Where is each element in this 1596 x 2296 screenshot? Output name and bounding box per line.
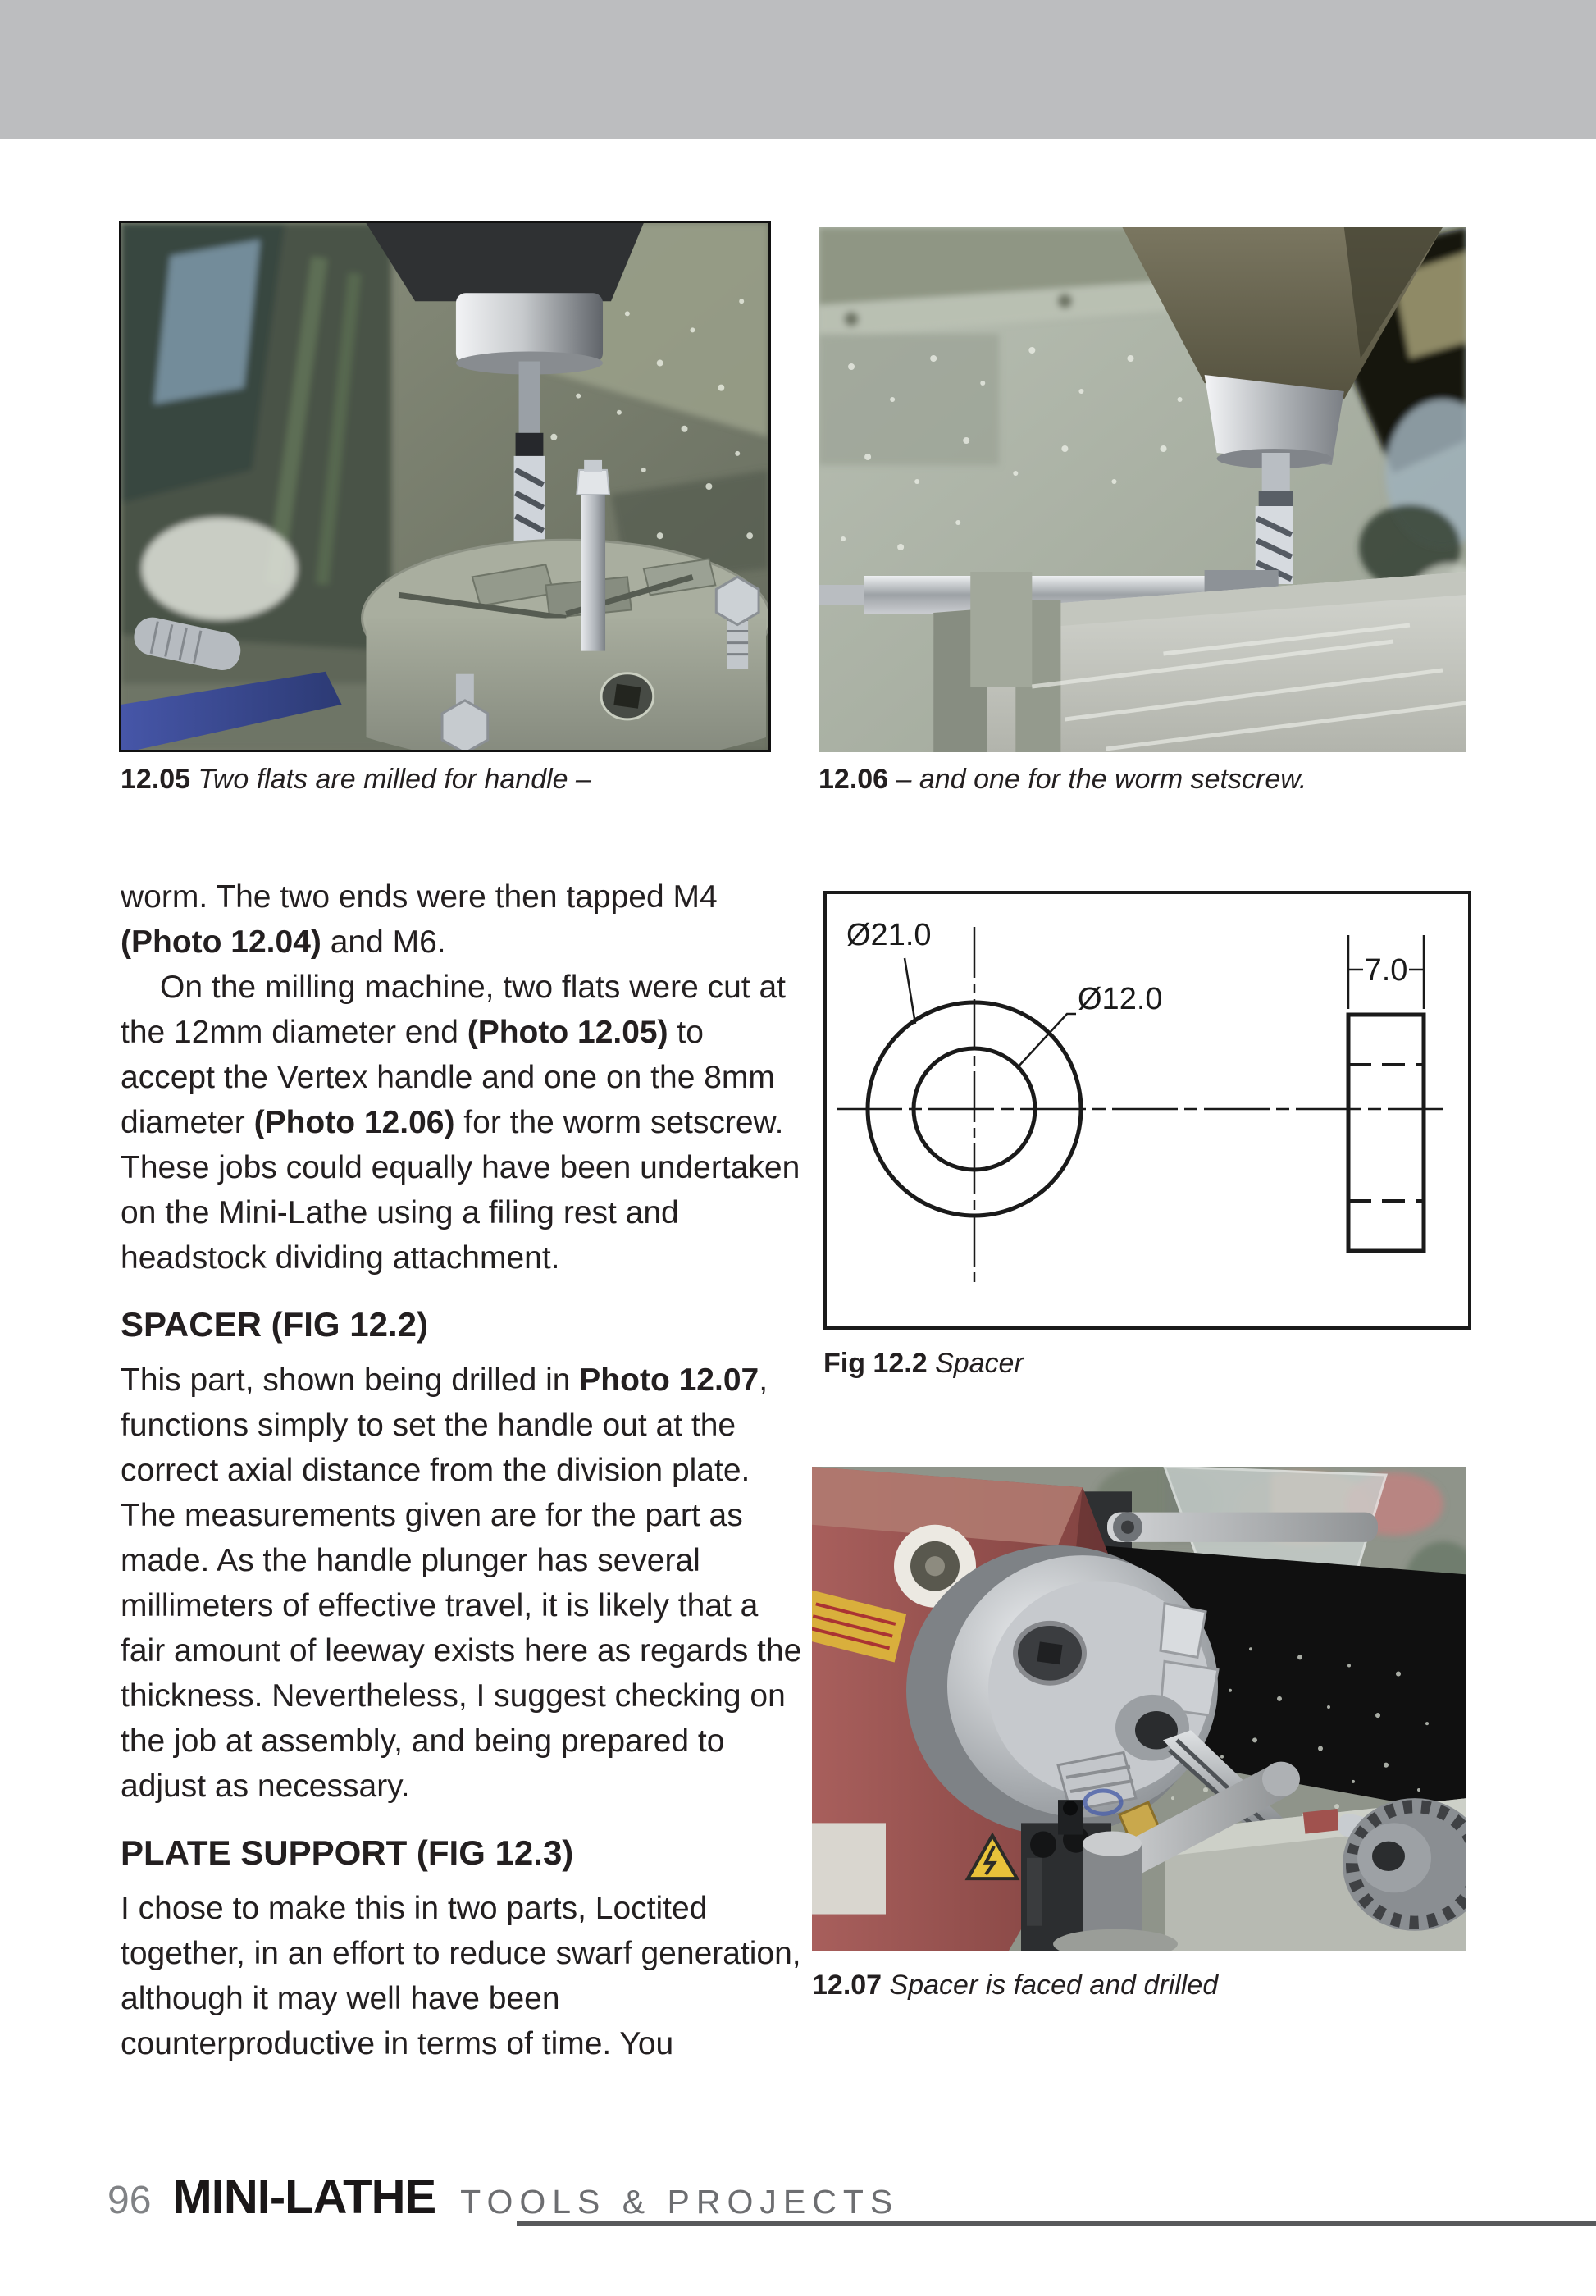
spacer-drawing (827, 894, 1468, 1326)
caption-text: – and one for the worm setscrew. (896, 764, 1307, 795)
caption-photo-12-06 (819, 761, 1475, 797)
milling-scene-2 (819, 227, 1466, 752)
photo-reference: (Photo 12.05) (467, 1015, 668, 1050)
outer-diameter-label: Ø21.0 (846, 918, 932, 952)
side-view (1348, 1015, 1424, 1251)
caption-number: 12.05 (121, 764, 191, 795)
photo-12-05-milling-flats (119, 221, 771, 752)
photo-12-07-lathe-drilling (812, 1467, 1466, 1951)
photo-reference: (Photo 12.04) (121, 924, 321, 960)
book-subtitle: TOOLS & PROJECTS (460, 2183, 900, 2221)
article-body (121, 874, 806, 2066)
caption-number: 12.06 (819, 764, 889, 795)
paragraph-milling-flats (121, 965, 806, 1280)
header-bar (0, 0, 1596, 139)
text-segment: , functions simply to set the handle out at the correct axial distance from the division plate. The measurements given are for the part as made. As the handle plunger has several millimeters of effective travel, it is likely that a fair amount of leeway exists here as regards the thickness. Nevertheless, I suggest checking on the job at assembly, and being prepared to adjust as necessary. (121, 1363, 802, 1804)
photo-reference: (Photo 12.06) (253, 1105, 455, 1140)
page-number: 96 (107, 2179, 152, 2222)
angle-plate (933, 572, 1466, 752)
section-heading-plate-support: PLATE SUPPORT (FIG 12.3) (121, 1833, 574, 1872)
page-footer (107, 2170, 1502, 2225)
caption-fig-12-2 (823, 1345, 1471, 1381)
front-view (837, 927, 1443, 1288)
caption-photo-12-07 (812, 1967, 1468, 2003)
text-segment: I chose to make this in two parts, Loctited together, in an effort to reduce swarf generation, although it may well have been counterproductive in terms of time. You (121, 1891, 801, 2061)
lathe-scene (812, 1467, 1466, 1951)
dimension-thickness (1348, 935, 1424, 1009)
paragraph-spacer (121, 1358, 806, 1809)
photo-reference: Photo 12.07 (579, 1363, 759, 1398)
text-segment: for the worm setscrew. These jobs could equally have been undertaken on the Mini-Lathe using a filing rest and headstock dividing attachment. (121, 1105, 800, 1276)
caption-text: Spacer is faced and drilled (889, 1970, 1219, 2001)
paragraph-plate-support (121, 1886, 806, 2066)
dimension-outer-diameter (846, 918, 932, 1024)
inner-diameter-label: Ø12.0 (1078, 982, 1163, 1016)
text-segment: to accept the Vertex handle and one on the 8mm diameter (121, 1015, 775, 1140)
paragraph-worm-tapped (121, 874, 806, 965)
dividing-head-chuck (363, 540, 768, 750)
caption-text: Spacer (935, 1348, 1024, 1379)
figure-12-2-drawing (823, 891, 1471, 1330)
text-segment: worm. The two ends were then tapped M4 (121, 879, 718, 915)
caption-number: Fig 12.2 (823, 1348, 928, 1379)
footer-rule (517, 2221, 1596, 2226)
caption-photo-12-05 (121, 761, 777, 797)
caption-text: Two flats are milled for handle – (198, 764, 591, 795)
text-segment: On the milling machine, two flats were cut at the 12mm diameter end (121, 970, 786, 1050)
caption-number: 12.07 (812, 1970, 882, 2001)
workpiece-pin (577, 460, 609, 651)
section-heading-spacer: SPACER (FIG 12.2) (121, 1305, 428, 1344)
text-segment: This part, shown being drilled in (121, 1363, 580, 1398)
thickness-label: 7.0 (1364, 953, 1408, 988)
milling-scene-1 (121, 223, 768, 750)
photo-12-06-milling-setscrew-flat (819, 227, 1466, 752)
book-title: MINI-LATHE (172, 2170, 436, 2224)
text-segment: and M6. (321, 924, 446, 960)
